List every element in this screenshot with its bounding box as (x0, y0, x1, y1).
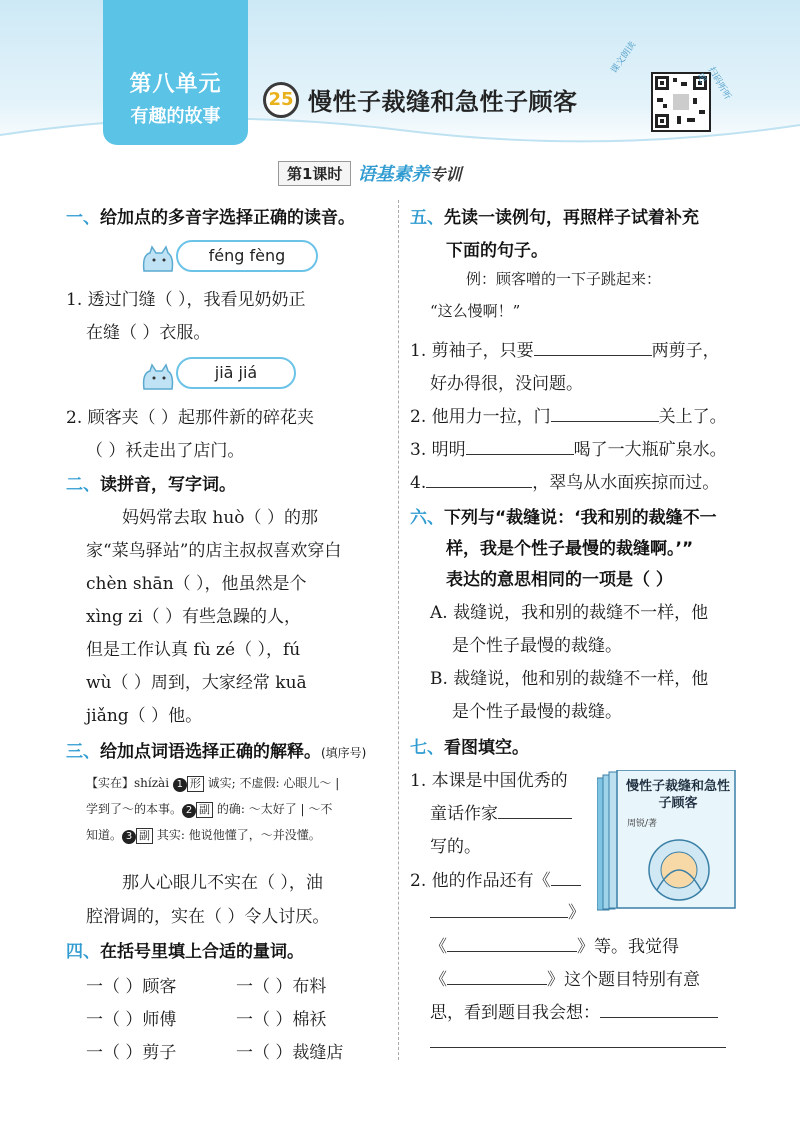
s4-item: 一（ ）师傅 (86, 1010, 177, 1030)
qr-note-left: 课文朗读 (609, 40, 639, 76)
book-cover (597, 770, 737, 915)
unit-subtitle: 有趣的故事 (130, 106, 221, 127)
s7-q1-line2: 童话作家 (430, 799, 572, 824)
s2-line: 家“菜鸟驿站”的店主叔叔喜欢穿白 (86, 541, 342, 561)
s3-sentence-1: 那人心眼儿不实在（ ），油 (122, 873, 323, 893)
section-5-title: 五、先读一读例句，再照样子试着补充 (410, 208, 699, 228)
s3-sentence-2: 腔滑调的，实在（ ）令人讨厌。 (86, 907, 330, 927)
s4-item: 一（ ）顾客 (86, 977, 177, 997)
section-7-title: 七、看图填空。 (410, 738, 529, 758)
section-2-title: 二、读拼音，写字词。 (66, 475, 236, 495)
lesson-title: 慢性子裁缝和急性子顾客 (308, 88, 578, 116)
session-suffix: 专训 (429, 164, 462, 184)
s2-line: xìng zi（ ）有些急躁的人， (86, 607, 302, 627)
section-6-title-line3: 表达的意思相同的一项是（ ） (446, 570, 673, 590)
s1-q1-line2: 在缝（ ）衣服。 (86, 323, 211, 343)
session-bar (278, 160, 461, 186)
s5-q2: 2. 他用力一拉，门 关上了。 (410, 402, 727, 427)
s1-q2-line1: 2. 顾客夹（ ）起那件新的碎花夹 (66, 408, 315, 428)
s7-q2-line3: 《 》等。我觉得 (430, 932, 679, 957)
unit-title: 第八单元 (129, 72, 222, 97)
s4-item: 一（ ）裁缝店 (236, 1043, 344, 1063)
section-6-title: 六、下列与“裁缝说：‘我和别的裁缝不一 (410, 508, 717, 528)
s5-example-line2: “这么慢啊！” (430, 302, 521, 320)
s5-example-line1: 例：顾客噌的一下子跳起来： (466, 270, 662, 288)
qr-area (603, 40, 753, 142)
s7-q2-line5: 思，看到题目我会想： (430, 998, 718, 1023)
s6-option-b-line2: 是个性子最慢的裁缝。 (452, 702, 622, 722)
book-title: 慢性子裁缝和急性子顾客 (625, 779, 730, 811)
s5-q1: 1. 剪袖子，只要 两剪子， (410, 336, 720, 361)
s7-q1-line3: 写的。 (430, 837, 481, 857)
s2-line: 但是工作认真 fù zé（ ），fú (86, 640, 301, 660)
lesson-number: 25 (263, 82, 299, 118)
s1-q2-line2: （ ）袄走出了店门。 (86, 441, 245, 461)
section-1-title: 一、给加点的多音字选择正确的读音。 (66, 208, 355, 228)
s7-q2-line1: 2. 他的作品还有《 (410, 866, 581, 891)
book-author: 周锐/著 (627, 819, 658, 829)
pinyin-options-2: jiā jiá (176, 357, 296, 389)
pinyin-options-1: féng fèng (176, 240, 318, 272)
s6-option-a-line2: 是个性子最慢的裁缝。 (452, 636, 622, 656)
section-4-title: 四、在括号里填上合适的量词。 (66, 942, 304, 962)
session-label: 第1课时 (278, 161, 351, 186)
s2-line: chèn shān（ ），他虽然是个 (86, 574, 307, 594)
s6-option-a-line1: A. 裁缝说，我和别的裁缝不一样，他 (430, 603, 709, 623)
s7-q1-line1: 1. 本课是中国优秀的 (410, 771, 568, 791)
session-highlight: 语基素养 (357, 164, 430, 185)
s4-item: 一（ ）剪子 (86, 1043, 177, 1063)
s1-q1-line1: 1. 透过门缝（ ），我看见奶奶正 (66, 290, 306, 310)
s4-item: 一（ ）棉袄 (236, 1010, 327, 1030)
cat-icon (140, 245, 176, 275)
dictionary-entry: 【实在】shízài 1 形 诚实; 不虚假: 心眼儿～ | 学到了～的本事。 2 副 的确: ～太好了 | ～不 知道。 3 副 其实: 他说他懂了，～并没懂。 (86, 776, 340, 842)
s6-option-b-line1: B. 裁缝说，他和别的裁缝不一样，他 (430, 669, 709, 689)
section-6-title-line2: 样，我是个性子最慢的裁缝啊。’” (446, 539, 694, 559)
s7-q2-line6 (430, 1030, 726, 1053)
unit-badge (103, 0, 248, 145)
s7-q2-line2: 》 (430, 898, 585, 923)
s5-q1-line2: 好办得很，没问题。 (430, 374, 583, 394)
s2-line: jiǎng（ ）他。 (86, 706, 203, 726)
s5-q4: 4. ，翠鸟从水面疾掠而过。 (410, 468, 719, 493)
section-3-title: 三、给加点词语选择正确的解释。(填序号) (66, 742, 367, 762)
qr-note-right: 扫码听听吧 (694, 65, 733, 102)
s7-q2-line4: 《 》这个题目特别有意 (430, 965, 700, 990)
column-divider (398, 200, 399, 1060)
s2-line: 妈妈常去取 huò（ ）的那 (122, 508, 318, 528)
cat-icon (140, 363, 176, 393)
section-5-title-line2: 下面的句子。 (446, 241, 548, 261)
s5-q3: 3. 明明 喝了一大瓶矿泉水。 (410, 435, 727, 460)
s4-item: 一（ ）布料 (236, 977, 327, 997)
s2-line: wù（ ）周到，大家经常 kuā (86, 673, 307, 693)
